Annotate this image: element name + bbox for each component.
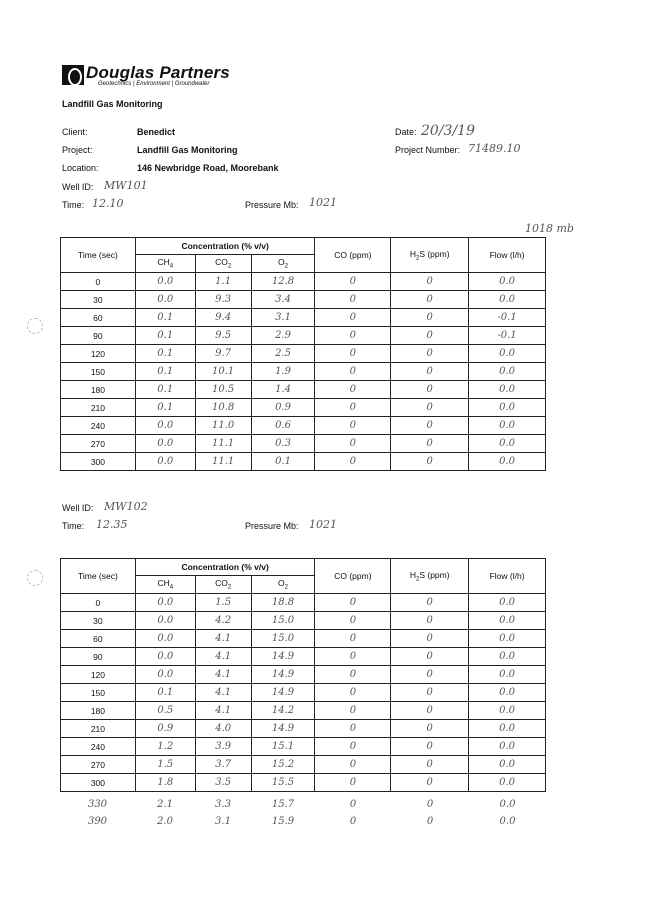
cell-o2: 3.4 [251, 291, 315, 309]
cell-ch4: 0.0 [135, 594, 195, 612]
cell-o2: 3.1 [251, 309, 315, 327]
cell-ch4: 2.0 [157, 816, 173, 827]
cell-co: 0 [315, 435, 391, 453]
cell-ch4: 0.0 [135, 291, 195, 309]
table-row [61, 756, 546, 774]
cell-h2s: 0 [391, 273, 469, 291]
cell-o2: 0.1 [251, 453, 315, 471]
col-co2-header: $CO_2$ [195, 576, 251, 594]
cell-ch4: 0.5 [135, 702, 195, 720]
document-title: Landfill Gas Monitoring [62, 99, 163, 109]
table-row [61, 648, 546, 666]
cell-h2s: 0 [391, 702, 469, 720]
cell-time: 150 [61, 684, 136, 702]
cell-co2: 1.5 [195, 594, 251, 612]
cell-o2: 2.9 [251, 327, 315, 345]
cell-ch4: 1.2 [135, 738, 195, 756]
col-concentration-header: Concentration (% v/v) [135, 238, 315, 255]
project-number-label: Project Number: [395, 145, 461, 155]
table-row [60, 796, 546, 813]
table-row [61, 612, 546, 630]
cell-co: 0 [349, 816, 357, 827]
cell-h2s: 0 [391, 666, 469, 684]
cell-time: 210 [61, 399, 136, 417]
cell-co: 0 [315, 399, 391, 417]
cell-h2s: 0 [391, 435, 469, 453]
cell-o2: 0.6 [251, 417, 315, 435]
cell-ch4: 0.1 [135, 399, 195, 417]
cell-time: 90 [61, 648, 136, 666]
cell-co: 0 [315, 612, 391, 630]
col-o2-header: $O_2$ [251, 576, 315, 594]
cell-time: 120 [61, 666, 136, 684]
table-row [61, 309, 546, 327]
col-flow-header: Flow (l/h) [469, 238, 546, 273]
cell-ch4: 1.8 [135, 774, 195, 792]
cell-o2: 15.0 [251, 630, 315, 648]
cell-flow: 0.0 [469, 417, 546, 435]
cell-h2s: 0 [391, 612, 469, 630]
cell-flow: 0.0 [469, 684, 546, 702]
col-time-header: Time (sec) [61, 559, 136, 594]
location-label: Location: [62, 163, 99, 173]
well2-id-label: Well ID: [62, 503, 94, 513]
cell-time: 150 [61, 363, 136, 381]
cell-flow: -0.1 [469, 309, 546, 327]
brand-name: Douglas Partners [86, 63, 230, 82]
cell-ch4: 0.0 [135, 435, 195, 453]
punch-hole-mark-icon [27, 318, 43, 334]
cell-co2: 4.0 [195, 720, 251, 738]
cell-time: 270 [61, 756, 136, 774]
col-co2-header: $CO_2$ [195, 255, 251, 273]
cell-co: 0 [315, 273, 391, 291]
cell-co: 0 [315, 363, 391, 381]
cell-ch4: 0.0 [135, 648, 195, 666]
well2-pressure-label: Pressure Mb: [245, 521, 299, 531]
cell-h2s: 0 [391, 417, 469, 435]
douglas-partners-logo-icon [62, 65, 84, 85]
cell-h2s: 0 [391, 291, 469, 309]
cell-h2s: 0 [426, 816, 434, 827]
cell-co: 0 [315, 594, 391, 612]
cell-co2: 10.5 [195, 381, 251, 399]
cell-co: 0 [349, 799, 357, 810]
cell-co2: 4.1 [195, 630, 251, 648]
cell-h2s: 0 [391, 630, 469, 648]
table-row [61, 720, 546, 738]
well1-time-value: 12.10 [92, 197, 124, 210]
cell-time: 90 [61, 327, 136, 345]
well1-gas-table [60, 237, 546, 471]
cell-co: 0 [315, 702, 391, 720]
cell-time: 300 [61, 774, 136, 792]
cell-time: 60 [61, 630, 136, 648]
cell-time: 30 [61, 612, 136, 630]
cell-flow: 0.0 [469, 381, 546, 399]
table-row [61, 453, 546, 471]
cell-co2: 4.1 [195, 702, 251, 720]
cell-ch4: 0.1 [135, 381, 195, 399]
cell-h2s: 0 [391, 648, 469, 666]
cell-time: 300 [61, 453, 136, 471]
table-row [61, 702, 546, 720]
cell-ch4: 0.1 [135, 684, 195, 702]
cell-co2: 4.1 [195, 684, 251, 702]
cell-h2s: 0 [391, 399, 469, 417]
cell-ch4: 0.0 [135, 453, 195, 471]
cell-o2: 12.8 [251, 273, 315, 291]
cell-h2s: 0 [426, 799, 434, 810]
cell-h2s: 0 [391, 738, 469, 756]
cell-time: 270 [61, 435, 136, 453]
cell-flow: 0.0 [469, 774, 546, 792]
cell-flow: 0.0 [469, 702, 546, 720]
cell-time: 30 [61, 291, 136, 309]
cell-flow: 0.0 [469, 630, 546, 648]
col-concentration-header: Concentration (% v/v) [135, 559, 315, 576]
cell-h2s: 0 [391, 381, 469, 399]
cell-co2: 9.4 [195, 309, 251, 327]
cell-time: 210 [61, 720, 136, 738]
well1-pressure-note: 1018 mb [525, 222, 574, 235]
cell-co: 0 [315, 381, 391, 399]
cell-co2: 10.8 [195, 399, 251, 417]
table-row [61, 594, 546, 612]
well1-pressure-label: Pressure Mb: [245, 200, 299, 210]
cell-co2: 3.3 [215, 799, 231, 810]
cell-co: 0 [315, 720, 391, 738]
cell-o2: 0.3 [251, 435, 315, 453]
col-time-header: Time (sec) [61, 238, 136, 273]
cell-o2: 1.9 [251, 363, 315, 381]
cell-ch4: 0.1 [135, 363, 195, 381]
cell-o2: 14.9 [251, 684, 315, 702]
cell-o2: 15.5 [251, 774, 315, 792]
cell-co: 0 [315, 345, 391, 363]
table-row [61, 666, 546, 684]
cell-flow: 0.0 [469, 345, 546, 363]
cell-o2: 15.7 [271, 799, 295, 810]
table-row [61, 327, 546, 345]
col-co-header: CO (ppm) [315, 238, 391, 273]
cell-flow: 0.0 [469, 399, 546, 417]
cell-h2s: 0 [391, 720, 469, 738]
cell-h2s: 0 [391, 327, 469, 345]
cell-co2: 3.5 [195, 774, 251, 792]
table-row [61, 684, 546, 702]
cell-flow: 0.0 [469, 273, 546, 291]
location-value: 146 Newbridge Road, Moorebank [137, 163, 279, 173]
cell-o2: 0.9 [251, 399, 315, 417]
cell-time: 120 [61, 345, 136, 363]
project-value: Landfill Gas Monitoring [137, 145, 238, 155]
cell-co2: 9.7 [195, 345, 251, 363]
cell-h2s: 0 [391, 756, 469, 774]
client-label: Client: [62, 127, 88, 137]
cell-flow: 0.0 [469, 594, 546, 612]
cell-co: 0 [315, 756, 391, 774]
table-row [61, 291, 546, 309]
well2-time-label: Time: [62, 521, 85, 531]
cell-co: 0 [315, 630, 391, 648]
cell-co2: 1.1 [195, 273, 251, 291]
cell-o2: 15.2 [251, 756, 315, 774]
cell-ch4: 0.9 [135, 720, 195, 738]
table-row [61, 435, 546, 453]
cell-co: 0 [315, 648, 391, 666]
cell-flow: -0.1 [469, 327, 546, 345]
col-flow-header: Flow (l/h) [469, 559, 546, 594]
cell-ch4: 0.0 [135, 630, 195, 648]
cell-co: 0 [315, 738, 391, 756]
cell-co2: 10.1 [195, 363, 251, 381]
col-co-header: CO (ppm) [315, 559, 391, 594]
cell-ch4: 2.1 [157, 799, 173, 810]
cell-ch4: 0.0 [135, 273, 195, 291]
table-row [60, 813, 546, 830]
cell-flow: 0.0 [499, 799, 516, 810]
col-h2s-header: $H_2S$ (ppm) [391, 559, 469, 594]
cell-h2s: 0 [391, 363, 469, 381]
col-ch4-header: $CH_4$ [135, 576, 195, 594]
table-row [61, 738, 546, 756]
project-number-value: 71489.10 [468, 142, 521, 155]
cell-h2s: 0 [391, 594, 469, 612]
cell-flow: 0.0 [499, 816, 516, 827]
cell-ch4: 0.1 [135, 327, 195, 345]
cell-o2: 14.9 [251, 720, 315, 738]
cell-ch4: 0.0 [135, 417, 195, 435]
cell-co2: 3.1 [215, 816, 231, 827]
cell-ch4: 0.1 [135, 309, 195, 327]
table-row [61, 630, 546, 648]
cell-time: 0 [61, 594, 136, 612]
project-label: Project: [62, 145, 93, 155]
cell-flow: 0.0 [469, 738, 546, 756]
cell-co2: 11.1 [195, 453, 251, 471]
table-row [61, 417, 546, 435]
well1-pressure-value: 1021 [309, 196, 337, 209]
cell-h2s: 0 [391, 453, 469, 471]
cell-o2: 14.9 [251, 666, 315, 684]
cell-flow: 0.0 [469, 756, 546, 774]
cell-co: 0 [315, 327, 391, 345]
client-value: Benedict [137, 127, 176, 137]
cell-flow: 0.0 [469, 666, 546, 684]
cell-ch4: 0.0 [135, 612, 195, 630]
cell-flow: 0.0 [469, 720, 546, 738]
cell-time: 240 [61, 738, 136, 756]
well2-gas-table [60, 558, 546, 792]
cell-time: 0 [61, 273, 136, 291]
cell-o2: 15.0 [251, 612, 315, 630]
cell-time: 180 [61, 702, 136, 720]
col-h2s-header: $H_2S$ (ppm) [391, 238, 469, 273]
cell-co2: 9.3 [195, 291, 251, 309]
date-label: Date: [395, 127, 417, 137]
well1-time-label: Time: [62, 200, 85, 210]
well2-time-value: 12.35 [96, 518, 128, 531]
cell-time: 180 [61, 381, 136, 399]
punch-hole-mark-icon [27, 570, 43, 586]
cell-h2s: 0 [391, 774, 469, 792]
cell-h2s: 0 [391, 345, 469, 363]
cell-co: 0 [315, 666, 391, 684]
cell-co2: 9.5 [195, 327, 251, 345]
cell-co2: 4.1 [195, 666, 251, 684]
cell-co: 0 [315, 417, 391, 435]
cell-ch4: 1.5 [135, 756, 195, 774]
cell-flow: 0.0 [469, 648, 546, 666]
cell-flow: 0.0 [469, 291, 546, 309]
cell-co: 0 [315, 774, 391, 792]
cell-o2: 18.8 [251, 594, 315, 612]
cell-o2: 14.2 [251, 702, 315, 720]
cell-o2: 15.9 [271, 816, 295, 827]
table-row [61, 774, 546, 792]
cell-o2: 14.9 [251, 648, 315, 666]
cell-ch4: 0.1 [135, 345, 195, 363]
table-row [61, 381, 546, 399]
cell-flow: 0.0 [469, 453, 546, 471]
well1-id-label: Well ID: [62, 182, 94, 192]
cell-flow: 0.0 [469, 612, 546, 630]
cell-ch4: 0.0 [135, 666, 195, 684]
well2-id-value: MW102 [104, 500, 148, 513]
table-row [61, 399, 546, 417]
cell-co2: 11.1 [195, 435, 251, 453]
table-row [61, 345, 546, 363]
well2-extra-readings [60, 796, 546, 830]
cell-h2s: 0 [391, 309, 469, 327]
cell-co2: 4.2 [195, 612, 251, 630]
cell-time: 240 [61, 417, 136, 435]
col-ch4-header: $CH_4$ [135, 255, 195, 273]
cell-o2: 1.4 [251, 381, 315, 399]
cell-co2: 3.7 [195, 756, 251, 774]
well1-id-value: MW101 [104, 179, 148, 192]
date-value: 20/3/19 [421, 123, 475, 139]
cell-o2: 2.5 [251, 345, 315, 363]
cell-o2: 15.1 [251, 738, 315, 756]
cell-co: 0 [315, 684, 391, 702]
cell-time: 60 [61, 309, 136, 327]
cell-time: 330 [87, 799, 108, 810]
cell-co: 0 [315, 453, 391, 471]
cell-time: 390 [87, 816, 108, 827]
col-o2-header: $O_2$ [251, 255, 315, 273]
cell-co2: 11.0 [195, 417, 251, 435]
cell-co2: 3.9 [195, 738, 251, 756]
cell-flow: 0.0 [469, 363, 546, 381]
cell-h2s: 0 [391, 684, 469, 702]
brand-tagline: Geotechnics | Environment | Groundwater [98, 81, 210, 87]
cell-co2: 4.1 [195, 648, 251, 666]
cell-flow: 0.0 [469, 435, 546, 453]
well2-pressure-value: 1021 [309, 518, 337, 531]
table-row [61, 273, 546, 291]
cell-co: 0 [315, 291, 391, 309]
table-row [61, 363, 546, 381]
cell-co: 0 [315, 309, 391, 327]
